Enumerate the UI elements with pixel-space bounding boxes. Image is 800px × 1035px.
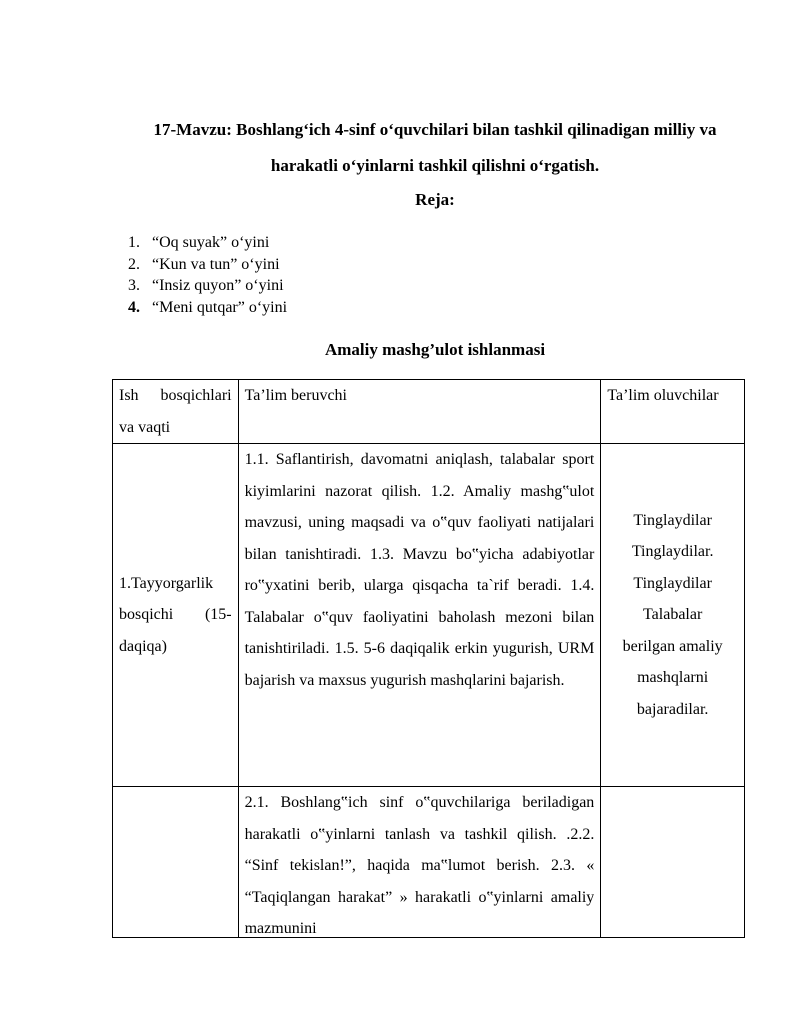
student-activity-line: berilgan amaliy: [622, 637, 723, 655]
plan-item: [128, 254, 287, 276]
plan-item-text: “Insiz quyon” o‘yini: [152, 277, 284, 294]
teacher-activity-text: 2.1. Boshlang‟ich sinf o‟quvchilariga beriladigan harakatli o‟yinlarni tanlash va tashkil qilish. .2.2. “Sinf tekislan!”, haqida ma‟lumot berish. 2.3. « “Taqiqlangan harakat” » harakatli o‟yinlarni amaliy mazmunini: [244, 794, 595, 937]
plan-item-number: 1.: [128, 234, 140, 251]
plan-item-number: 3.: [128, 277, 140, 294]
plan-heading: Reja:: [415, 190, 455, 209]
student-activity-lines: [603, 505, 742, 726]
plan-item: [128, 275, 287, 297]
stage-cell: [113, 444, 239, 787]
table-header-row: [113, 380, 745, 444]
student-activity-line: Tinglaydilar.: [631, 543, 714, 561]
table-row: [113, 444, 745, 787]
stage-text-end: daqiqa): [119, 637, 167, 655]
student-activity-line: bajaradilar.: [636, 700, 709, 718]
stage-text: [119, 568, 232, 663]
student-activity-line: mashqlarni: [637, 669, 709, 687]
header-teacher: Ta’lim beruvchi: [238, 380, 601, 444]
student-activity-cell: [601, 444, 745, 787]
stage-cell: [113, 787, 239, 938]
header-stage-time: Ish bosqichlari va vaqti: [113, 380, 239, 444]
student-activity-line: Tinglaydilar: [633, 574, 712, 592]
student-activity-line: Tinglaydilar: [633, 511, 712, 529]
table-row: [113, 787, 745, 938]
plan-item-number: 2.: [128, 255, 140, 273]
student-activity-line: Talabalar: [643, 606, 703, 624]
student-activity-cell: [601, 787, 745, 938]
document-title: [120, 112, 750, 184]
lesson-plan-table: [112, 379, 745, 938]
plan-item: [128, 232, 287, 254]
plan-item-text: “Meni qutqar” o‘yini: [152, 298, 288, 316]
plan-item-number: 4.: [128, 298, 140, 316]
stage-text-main: 1.Tayyorgarlik bosqichi (15-: [119, 574, 232, 624]
plan-list: [128, 232, 287, 318]
section-subtitle: Amaliy mashg’ulot ishlanmasi: [324, 340, 546, 359]
header-students: Ta’lim oluvchilar: [601, 380, 745, 444]
title-line-1: 17-Mavzu: Boshlang‘ich 4-sinf o‘quvchilari bilan tashkil qilinadigan milliy va: [153, 120, 717, 139]
title-line-2: harakatli o‘yinlarni tashkil qilishni o‘rgatish.: [270, 156, 600, 175]
teacher-activity-cell: 1.1. Saflantirish, davomatni aniqlash, talabalar sport kiyimlarini nazorat qilish. 1.2. Amaliy mashg‟ulot mavzusi, uning maqsadi va o‟quv faoliyati natijalari bilan tanishtiradi. 1.3. Mavzu bo‟yicha adabiyotlar ro‟yxatini berib, ularga qisqacha ta`rif beradi. 1.4. Talabalar o‟quv faoliyatini baholash mezoni bilan tanishtiriladi. 1.5. 5-6 daqiqalik erkin yugurish, URM bajarish va maxsus yugurish mashqlarini bajarish.: [238, 444, 601, 787]
teacher-activity-cell: [238, 787, 601, 938]
plan-item-text: “Oq suyak” o‘yini: [152, 234, 270, 251]
plan-item: [128, 297, 287, 319]
plan-item-text: “Kun va tun” o‘yini: [152, 255, 280, 273]
